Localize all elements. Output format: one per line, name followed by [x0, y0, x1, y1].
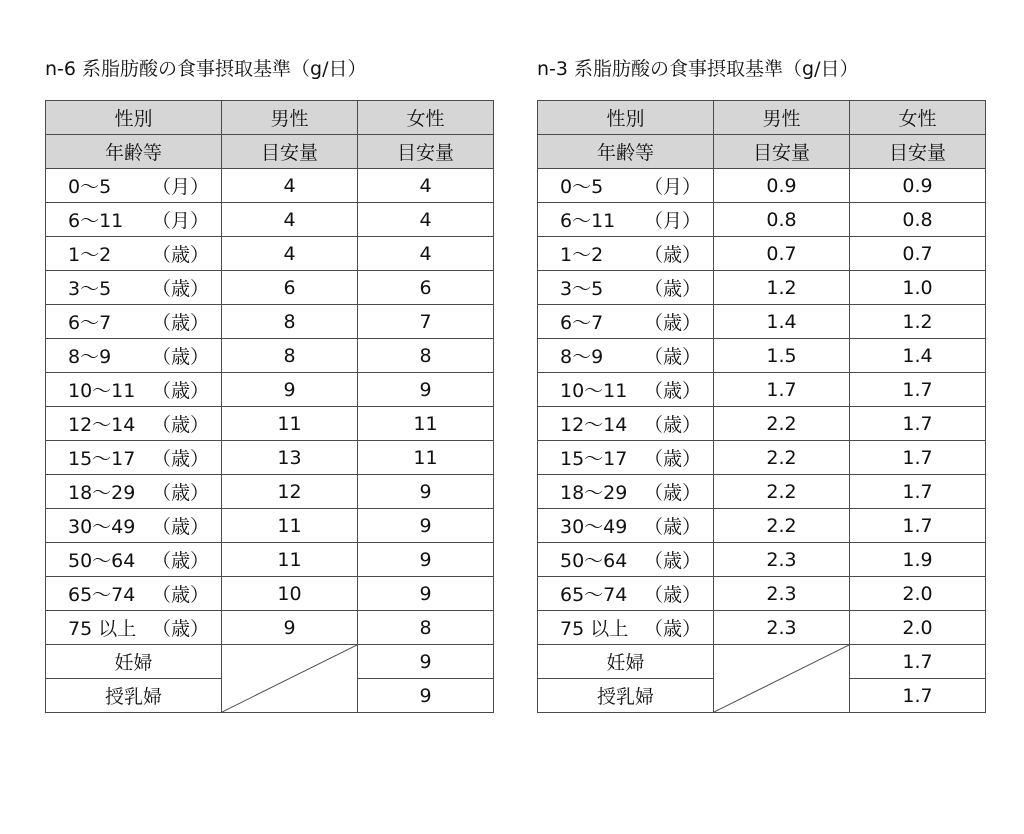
age-unit: （歳）: [152, 516, 210, 538]
age-range: 75 以上: [68, 618, 137, 640]
male-value: 4: [222, 237, 358, 271]
male-value: 11: [222, 407, 358, 441]
diagonal-line: [714, 645, 849, 712]
age-range: 12～14: [560, 414, 628, 436]
male-value: 12: [222, 475, 358, 509]
age-range: 50～64: [560, 550, 628, 572]
female-value: 6: [358, 271, 494, 305]
male-value: 4: [222, 203, 358, 237]
not-applicable-cell: [714, 645, 850, 713]
age-unit: （歳）: [152, 244, 210, 266]
age-unit: （歳）: [152, 618, 210, 640]
age-unit: （歳）: [152, 346, 210, 368]
female-value: 0.8: [850, 203, 986, 237]
age-cell: [538, 611, 714, 645]
header-male-adequate-intake: 目安量: [222, 135, 358, 169]
age-unit: （歳）: [152, 584, 210, 606]
male-value: 0.8: [714, 203, 850, 237]
table-row: [538, 373, 986, 407]
header-row-age: [538, 135, 986, 169]
male-value: 2.2: [714, 475, 850, 509]
age-unit: （歳）: [644, 244, 702, 266]
age-range: 3～5: [68, 278, 112, 300]
header-age: 年齢等: [538, 135, 714, 169]
female-value: 1.2: [850, 305, 986, 339]
male-value: 2.3: [714, 611, 850, 645]
female-value: 9: [358, 645, 494, 679]
female-value: 4: [358, 237, 494, 271]
male-value: 11: [222, 509, 358, 543]
age-cell: [46, 339, 222, 373]
header-sex: 性別: [538, 101, 714, 135]
age-unit: （歳）: [152, 278, 210, 300]
age-cell: [538, 305, 714, 339]
age-range: 65～74: [68, 584, 136, 606]
age-range: 10～11: [560, 380, 628, 402]
female-value: 9: [358, 475, 494, 509]
age-unit: （月）: [644, 176, 702, 198]
age-unit: （歳）: [152, 448, 210, 470]
table-row: [46, 339, 494, 373]
age-cell: [538, 169, 714, 203]
table-row: [538, 475, 986, 509]
table-row: [46, 373, 494, 407]
female-value: 1.7: [850, 509, 986, 543]
female-value: 1.7: [850, 441, 986, 475]
female-value: 1.7: [850, 373, 986, 407]
male-value: 2.2: [714, 509, 850, 543]
age-range: 30～49: [560, 516, 628, 538]
table-row: [46, 543, 494, 577]
age-cell: [538, 475, 714, 509]
age-unit: （歳）: [152, 482, 210, 504]
age-range: 15～17: [560, 448, 628, 470]
age-cell: [538, 339, 714, 373]
age-cell: [538, 577, 714, 611]
table-row: [46, 577, 494, 611]
header-row-age: [46, 135, 494, 169]
age-cell: [538, 407, 714, 441]
male-value: 2.2: [714, 407, 850, 441]
male-value: 9: [222, 611, 358, 645]
table-row: [538, 407, 986, 441]
table-row: [538, 339, 986, 373]
table-row: [46, 611, 494, 645]
age-range: 0～5: [560, 176, 604, 198]
header-female: 女性: [850, 101, 986, 135]
male-value: 1.7: [714, 373, 850, 407]
age-range: 3～5: [560, 278, 604, 300]
age-range: 18～29: [560, 482, 628, 504]
header-male: 男性: [714, 101, 850, 135]
female-value: 0.7: [850, 237, 986, 271]
table-row-pregnant: [46, 645, 494, 679]
age-range: 8～9: [68, 346, 112, 368]
n3-intake-table: [537, 100, 986, 713]
age-cell: [538, 441, 714, 475]
n6-intake-panel: [45, 54, 494, 713]
header-female-adequate-intake: 目安量: [850, 135, 986, 169]
female-value: 2.0: [850, 577, 986, 611]
age-unit: （歳）: [644, 550, 702, 572]
header-row-sex: [46, 101, 494, 135]
age-cell: [538, 203, 714, 237]
table-row: [538, 203, 986, 237]
n6-intake-table: [45, 100, 494, 713]
age-range: 15～17: [68, 448, 136, 470]
diagonal-line: [222, 645, 357, 712]
age-cell: [46, 203, 222, 237]
age-unit: （歳）: [152, 312, 210, 334]
table-row: [538, 577, 986, 611]
table-row: [46, 203, 494, 237]
female-value: 9: [358, 509, 494, 543]
age-range: 30～49: [68, 516, 136, 538]
male-value: 9: [222, 373, 358, 407]
female-value: 11: [358, 441, 494, 475]
male-value: 1.4: [714, 305, 850, 339]
age-range: 0～5: [68, 176, 112, 198]
age-cell: [46, 169, 222, 203]
female-value: 1.4: [850, 339, 986, 373]
table-row: [46, 305, 494, 339]
female-value: 9: [358, 679, 494, 713]
table-row: [538, 611, 986, 645]
age-cell: [46, 543, 222, 577]
table-row: [538, 441, 986, 475]
age-cell: [46, 611, 222, 645]
age-unit: （歳）: [644, 448, 702, 470]
age-unit: （歳）: [644, 346, 702, 368]
age-unit: （歳）: [644, 278, 702, 300]
pregnant-label: 妊婦: [538, 645, 714, 679]
female-value: 4: [358, 169, 494, 203]
female-value: 1.7: [850, 645, 986, 679]
age-unit: （歳）: [644, 618, 702, 640]
age-unit: （歳）: [644, 380, 702, 402]
male-value: 1.2: [714, 271, 850, 305]
header-age: 年齢等: [46, 135, 222, 169]
female-value: 2.0: [850, 611, 986, 645]
age-unit: （歳）: [152, 380, 210, 402]
female-value: 1.7: [850, 679, 986, 713]
age-range: 75 以上: [560, 618, 629, 640]
age-cell: [46, 407, 222, 441]
age-unit: （月）: [152, 176, 210, 198]
male-value: 0.7: [714, 237, 850, 271]
header-female: 女性: [358, 101, 494, 135]
male-value: 8: [222, 305, 358, 339]
header-row-sex: [538, 101, 986, 135]
female-value: 1.9: [850, 543, 986, 577]
age-range: 6～7: [560, 312, 604, 334]
pregnant-label: 妊婦: [46, 645, 222, 679]
header-male-adequate-intake: 目安量: [714, 135, 850, 169]
header-sex: 性別: [46, 101, 222, 135]
age-cell: [46, 577, 222, 611]
age-cell: [538, 543, 714, 577]
female-value: 9: [358, 543, 494, 577]
female-value: 1.0: [850, 271, 986, 305]
age-unit: （歳）: [152, 550, 210, 572]
age-range: 6～11: [560, 210, 616, 232]
female-value: 1.7: [850, 407, 986, 441]
female-value: 8: [358, 611, 494, 645]
male-value: 10: [222, 577, 358, 611]
table-row: [538, 305, 986, 339]
age-cell: [46, 305, 222, 339]
table-row: [46, 441, 494, 475]
age-cell: [46, 475, 222, 509]
header-male: 男性: [222, 101, 358, 135]
table-row: [538, 543, 986, 577]
age-unit: （歳）: [644, 516, 702, 538]
age-range: 1～2: [560, 244, 604, 266]
age-cell: [538, 373, 714, 407]
table-row-pregnant: [538, 645, 986, 679]
age-unit: （歳）: [644, 482, 702, 504]
lactating-label: 授乳婦: [538, 679, 714, 713]
not-applicable-cell: [222, 645, 358, 713]
age-range: 10～11: [68, 380, 136, 402]
table-row: [46, 237, 494, 271]
male-value: 2.3: [714, 543, 850, 577]
age-unit: （歳）: [644, 414, 702, 436]
table-row: [538, 169, 986, 203]
age-range: 6～11: [68, 210, 124, 232]
lactating-label: 授乳婦: [46, 679, 222, 713]
table-row: [538, 237, 986, 271]
male-value: 2.2: [714, 441, 850, 475]
female-value: 1.7: [850, 475, 986, 509]
age-unit: （月）: [644, 210, 702, 232]
age-range: 50～64: [68, 550, 136, 572]
male-value: 8: [222, 339, 358, 373]
table-row: [538, 509, 986, 543]
age-unit: （歳）: [644, 584, 702, 606]
table-row: [46, 271, 494, 305]
table-row: [538, 271, 986, 305]
age-cell: [46, 509, 222, 543]
age-unit: （歳）: [644, 312, 702, 334]
table-row: [46, 509, 494, 543]
age-cell: [46, 237, 222, 271]
male-value: 2.3: [714, 577, 850, 611]
male-value: 1.5: [714, 339, 850, 373]
table-row: [46, 169, 494, 203]
age-cell: [538, 509, 714, 543]
age-range: 12～14: [68, 414, 136, 436]
male-value: 13: [222, 441, 358, 475]
age-cell: [538, 237, 714, 271]
table-row: [46, 475, 494, 509]
age-cell: [46, 441, 222, 475]
male-value: 0.9: [714, 169, 850, 203]
female-value: 9: [358, 373, 494, 407]
female-value: 4: [358, 203, 494, 237]
female-value: 8: [358, 339, 494, 373]
female-value: 0.9: [850, 169, 986, 203]
male-value: 6: [222, 271, 358, 305]
n3-intake-panel: [537, 54, 986, 713]
table-row: [46, 407, 494, 441]
age-unit: （歳）: [152, 414, 210, 436]
age-range: 6～7: [68, 312, 112, 334]
age-cell: [46, 373, 222, 407]
age-range: 1～2: [68, 244, 112, 266]
n6-table-title: n-6 系脂肪酸の食事摂取基準（g/日）: [45, 58, 367, 80]
n3-table-title: n-3 系脂肪酸の食事摂取基準（g/日）: [537, 58, 859, 80]
female-value: 11: [358, 407, 494, 441]
age-unit: （月）: [152, 210, 210, 232]
female-value: 7: [358, 305, 494, 339]
age-range: 65～74: [560, 584, 628, 606]
age-range: 8～9: [560, 346, 604, 368]
age-range: 18～29: [68, 482, 136, 504]
female-value: 9: [358, 577, 494, 611]
header-female-adequate-intake: 目安量: [358, 135, 494, 169]
male-value: 4: [222, 169, 358, 203]
age-cell: [538, 271, 714, 305]
male-value: 11: [222, 543, 358, 577]
age-cell: [46, 271, 222, 305]
